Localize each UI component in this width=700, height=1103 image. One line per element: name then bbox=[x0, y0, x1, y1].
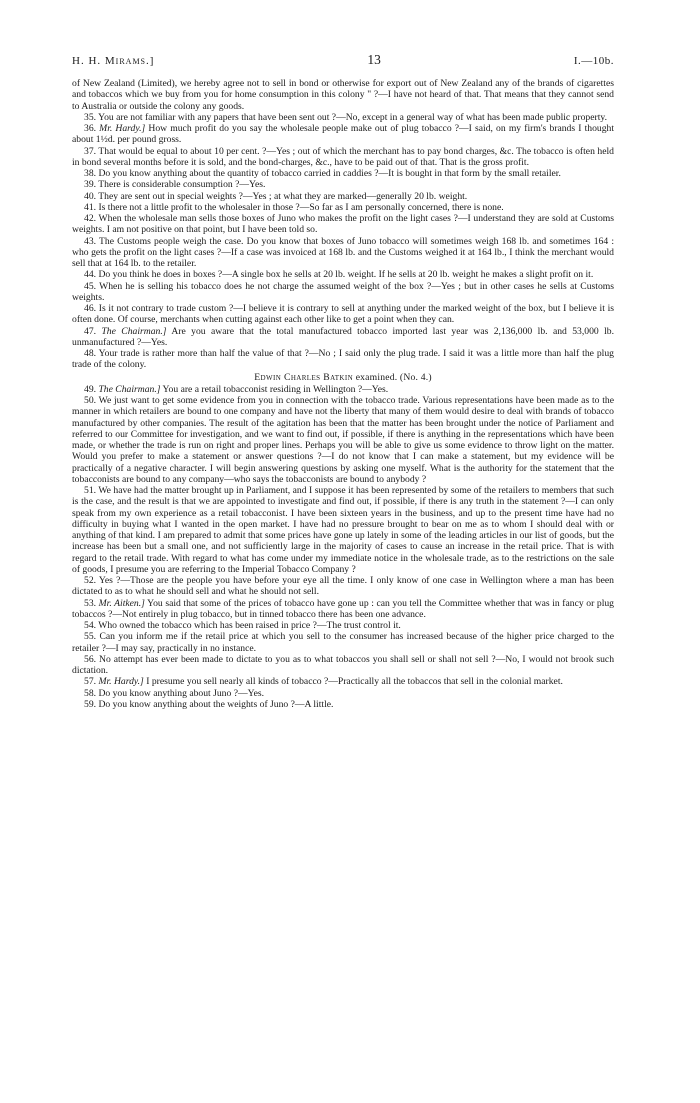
paragraph-text: How much profit do you say the wholesale people make out of plug tobacco ?—I said, on my firm's brands I thought about 1½d. per pound gross. bbox=[72, 123, 614, 146]
document-page bbox=[72, 52, 614, 710]
question-number: 47. bbox=[84, 325, 97, 337]
question-number: 58. bbox=[84, 687, 97, 699]
evidence-paragraph bbox=[72, 123, 614, 146]
question-number: 54. bbox=[84, 620, 97, 631]
question-number: 42. bbox=[84, 213, 97, 224]
speaker-label: Mr. Hardy.] bbox=[99, 123, 146, 134]
evidence-paragraph bbox=[72, 303, 614, 326]
witness-heading-suffix: examined. (No. 4.) bbox=[355, 371, 432, 383]
paragraph-text: Can you inform me if the retail price at which you sell to the consumer has increased because of the higher price charged to the retailer ?—I may say, practically in no instance. bbox=[72, 631, 614, 654]
paragraph-text: There is considerable consumption ?—Yes. bbox=[98, 179, 266, 191]
paragraph-text: Do you think he does in boxes ?—A single box he sells at 20 lb. weight. If he sells at 20 lb. weight he makes a slight profit on it. bbox=[98, 269, 594, 281]
evidence-paragraph bbox=[72, 213, 614, 236]
evidence-paragraph bbox=[72, 485, 614, 575]
paragraph-text: When he is selling his tobacco does he not charge the assumed weight of the box ?—Yes ; but in other cases he sells at Customs weights. bbox=[72, 280, 614, 303]
header-witness-name: H. H. Mirams.] bbox=[72, 55, 155, 67]
evidence-paragraph bbox=[72, 326, 614, 349]
paragraph-text: Is it not contrary to trade custom ?—I believe it is contrary to sell at anything under the marked weight of the box, but I believe it is often done. Of course, merchants when cutting against each other like to get a point when they can. bbox=[72, 303, 615, 326]
paragraph-text: Are you aware that the total manufactured tobacco imported last year was 2,136,000 lb. and 53,000 lb. unmanufactured ?—Yes. bbox=[72, 325, 614, 348]
question-number: 37. bbox=[84, 145, 97, 157]
evidence-paragraph bbox=[72, 395, 614, 485]
paragraph-text: You are a retail tobacconist residing in Wellington ?—Yes. bbox=[162, 383, 389, 395]
question-number: 40. bbox=[84, 190, 97, 202]
evidence-paragraph bbox=[72, 575, 614, 598]
question-number: 57. bbox=[84, 676, 97, 688]
question-number: 41. bbox=[84, 201, 97, 213]
paragraph-text: We have had the matter brought up in Parliament, and I suppose it has been represented by some of the retailers to members that such is the case, and the result is that we are appointed to investigate and find out, if possible, if there is any truth in the statement ?—I can only speak from my own experience as a retail tobacconist. I have been sixteen years in the business, and up to the present time have had no difficulty in buying what I wanted in the open market. I have had no pressure brought to bear on me as to whom I should deal with or anything of that kind. I am prepared to admit that some prices have gone up lately in some of the leading articles in our list of goods, but the increase has been but a small one, and not sufficiently large in the majority of cases to cause an increase in the retail price. That is with regard to the retail trade. With regard to what has come under my immediate notice in the wholesale trade, as to the restrictions on the sale of goods, I presume you are referring to the Imperial Tobacco Company ? bbox=[72, 485, 614, 575]
speaker-label: The Chairman.] bbox=[98, 383, 161, 395]
speaker-label: The Chairman.] bbox=[101, 325, 167, 337]
question-number: 46. bbox=[84, 303, 97, 314]
paragraph-text: We just want to get some evidence from you in connection with the tobacco trade. Various representations have been made as to the manner in which retailers are bound to one company and have not the liberty that many of them would desire to deal with brands of tobacco manufactured by other companies. The result of the agitation has been that the matter has been brought under the notice of Parliament and referred to our Committee for investigation, and we want to find out, if possible, if there is anything in the representations which have been made, or whether the trade is run on right and proper lines. Perhaps you will be able to give us some evidence to throw light on the matter. Would you prefer to make a statement or answer questions ?—I do not know that I can make a statement, but my evidence will be practically of a negative character. I will begin answering questions by asking one myself. What is the authority for the statement that the tobacconists are bound to any company—who says the tobacconists are bound to anybody ? bbox=[72, 395, 614, 485]
evidence-paragraph bbox=[72, 348, 614, 371]
evidence-paragraph bbox=[72, 676, 614, 687]
paragraph-text: Do you know anything about the quantity of tobacco carried in caddies ?—It is bought in that form by the small retailer. bbox=[98, 168, 561, 179]
paragraph-text: When the wholesale man sells those boxes of Juno who makes the profit on the light cases ?—I understand they are sold at Customs weights. I am not positive on that point, but I have been told so. bbox=[72, 213, 615, 236]
paragraph-text: No attempt has ever been made to dictate to you as to what tobaccos you shall sell or shall not sell ?—No, I would not brook such dictation. bbox=[72, 653, 615, 676]
evidence-paragraph bbox=[72, 112, 614, 123]
evidence-body bbox=[72, 78, 614, 710]
paragraph-text: Do you know anything about the weights of Juno ?—A little. bbox=[98, 698, 334, 710]
evidence-paragraph bbox=[72, 202, 614, 213]
paragraph-text: Do you know anything about Juno ?—Yes. bbox=[98, 687, 265, 699]
question-number: 43. bbox=[84, 235, 97, 247]
question-number: 56. bbox=[84, 653, 97, 665]
evidence-paragraph bbox=[72, 631, 614, 654]
running-header bbox=[72, 52, 614, 68]
paragraph-text: Your trade is rather more than half the value of that ?—No ; I said only the plug trade. I said it was a little more than half the plug trade of the colony. bbox=[72, 348, 614, 371]
evidence-paragraph bbox=[72, 384, 614, 395]
question-number: 49. bbox=[84, 383, 97, 395]
witness-heading bbox=[72, 372, 614, 383]
question-number: 53. bbox=[84, 597, 97, 609]
paragraph-text: Is there not a little profit to the wholesaler in those ?—So far as I am personally concerned, there is none. bbox=[98, 201, 504, 213]
paragraph-text: You are not familiar with any papers that have been sent out ?—No, except in a general way of what has been made public property. bbox=[98, 111, 607, 123]
question-number: 44. bbox=[84, 269, 97, 281]
paragraph-text: of New Zealand (Limited), we hereby agree not to sell in bond or otherwise for export out of New Zealand any of the brands of cigarettes and tobaccos which we buy from you for home consumption in this colony " ?—I have not heard of that. That means that they cannot send to Australia or outside the colony any goods. bbox=[72, 78, 614, 112]
witness-name: Edwin Charles Batkin bbox=[254, 371, 354, 383]
paragraph-text: Who owned the tobacco which has been raised in price ?—The trust control it. bbox=[98, 620, 401, 631]
evidence-paragraph bbox=[72, 146, 614, 169]
evidence-paragraph bbox=[72, 281, 614, 304]
paragraph-text: I presume you sell nearly all kinds of tobacco ?—Practically all the tobaccos that sell in the colonial market. bbox=[146, 676, 563, 688]
paragraph-text: You said that some of the prices of tobacco have gone up : can you tell the Committee whether that was in fancy or plug tobaccos ?—Not entirely in plug tobacco, but in tinned tobacco there has been one advance. bbox=[72, 597, 614, 620]
question-number: 36. bbox=[84, 123, 97, 134]
question-number: 59. bbox=[84, 698, 97, 710]
question-number: 55. bbox=[84, 631, 97, 643]
speaker-label: Mr. Aitken.] bbox=[98, 597, 145, 609]
evidence-paragraph bbox=[72, 688, 614, 699]
paragraph-text: They are sent out in special weights ?—Yes ; at what they are marked—generally 20 lb. weight. bbox=[98, 190, 468, 202]
evidence-section-batkin bbox=[72, 384, 614, 710]
evidence-paragraph bbox=[72, 598, 614, 621]
question-number: 38. bbox=[84, 168, 97, 179]
evidence-paragraph bbox=[72, 269, 614, 280]
evidence-section-mirams bbox=[72, 78, 614, 371]
paragraph-text: The Customs people weigh the case. Do you know that boxes of Juno tobacco will sometimes weigh 168 lb. and sometimes 164 : who gets the profit on the light cases ?—If a case was invoiced at 168 lb. and the Customs weighed it at 164 lb., I think the merchant would sell that at 164 lb. to the retailer. bbox=[72, 235, 614, 269]
evidence-paragraph bbox=[72, 236, 614, 270]
evidence-paragraph bbox=[72, 699, 614, 710]
question-number: 48. bbox=[84, 348, 97, 359]
question-number: 51. bbox=[84, 485, 97, 496]
question-number: 50. bbox=[84, 395, 97, 406]
paragraph-text: That would be equal to about 10 per cent. ?—Yes ; out of which the merchant has to pay bond charges, &c. The tobacco is often held in bond several months before it is sold, and the bond-charges, &c., have to be paid out of that. That is the gross profit. bbox=[72, 145, 614, 168]
question-number: 45. bbox=[84, 280, 97, 292]
evidence-paragraph bbox=[72, 654, 614, 677]
speaker-label: Mr. Hardy.] bbox=[98, 676, 144, 688]
evidence-paragraph bbox=[72, 168, 614, 179]
question-number: 39. bbox=[84, 179, 97, 191]
page-number: 13 bbox=[367, 52, 381, 67]
evidence-paragraph bbox=[72, 78, 614, 112]
question-number: 52. bbox=[84, 575, 97, 586]
paragraph-text: Yes ?—Those are the people you have before your eye all the time. I only know of one case in Wellington where a man has been dictated to as to what he should sell and what he should not sell. bbox=[72, 575, 614, 598]
evidence-paragraph bbox=[72, 620, 614, 631]
evidence-paragraph bbox=[72, 179, 614, 190]
question-number: 35. bbox=[84, 111, 97, 123]
evidence-paragraph bbox=[72, 191, 614, 202]
document-reference: I.—10b. bbox=[573, 55, 614, 67]
